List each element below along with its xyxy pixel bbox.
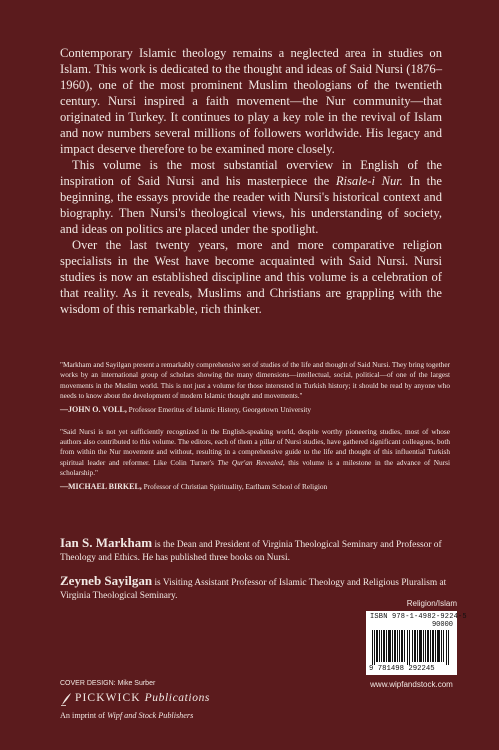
endorser-affiliation: Professor of Christian Spirituality, Earlham School of Religion [141,481,328,491]
endorser-name: —JOHN O. VOLL, [60,404,127,414]
endorsement-text-end: , this volume is a milestone in the advance of Nursi scholarship." [60,457,450,478]
endorsement-voll [60,360,450,415]
publisher-name [75,692,210,704]
endorsement-text: "Markham and Sayilgan present a remarkably comprehensive set of studies of the life and thought of Said Nursi. They bring together works by an international group of scholars showing the many dimensions—intellectual, social, political—of one of the largest movements in the Muslim world. This is not just a volume for those interested in Turkish history; it should be read by anyone who needs to know about the development of modern Islamic thought and movements." [60,360,450,401]
publisher-website[interactable]: www.wipfandstock.com [370,680,453,689]
cover-design-credit: COVER DESIGN: Mike Surber [60,680,156,687]
publisher-name-italic: Publications [144,692,210,704]
endorsement-attribution [60,482,450,492]
imprint-parent: Wipf and Stock Publishers [107,711,194,720]
author-name: Zeyneb Sayilgan [60,573,153,588]
author-bios [60,536,452,603]
pickwick-quill-icon [60,692,72,706]
endorsement-text [60,427,450,479]
endorsement-attribution [60,405,450,415]
publisher-logo [60,691,260,711]
blurb-paragraph-3: Over the last twenty years, more and more comparative religion specialists in the West have become acquainted with Said Nursi. Nursi studies is now an established discipline and this volume is a celebration of that reality. As it reveals, Muslims and Christians are grappling with the wisdom of this remarkable, rich thinker. [60,238,442,316]
barcode-digits: 9 781498 292245 [369,665,435,673]
author-bio-text [60,574,452,603]
description-blurb [60,45,442,317]
publisher-name-main: PICKWICK [75,692,141,704]
author-bio-text [60,536,452,565]
endorsement-birkel [60,427,450,492]
category-label: Religion/Islam [406,599,457,608]
blurb-paragraph-2-end: In the beginning, the essays provide the reader with Nursi's historical context and biography. Then Nursi's theological views, his understanding of society, and ideas on politics are placed under the spotlight. [60,174,442,236]
isbn-barcode [366,611,467,675]
price-addon: 90000 [431,621,453,629]
endorser-affiliation: Professor Emeritus of Islamic History, Georgetown University [126,404,312,414]
endorsements [60,360,450,492]
imprint-line [60,711,193,720]
author-name: Ian S. Markham [60,535,153,550]
author-bio: is the Dean and President of Virginia Theological Seminary and Professor of Theology and Ethics. He has published three books on Nursi. [60,540,442,563]
barcode-icon [372,630,452,665]
blurb-paragraph-2 [60,157,442,237]
isbn-number: ISBN 978-1-4982-9224-5 [370,613,467,621]
author-bio-sayilgan [60,574,452,603]
blurb-paragraph-2-start: This volume is the most substantial overview in English of the inspiration of Said Nursi and his masterpiece the [60,158,442,188]
author-bio: is Visiting Assistant Professor of Islamic Theology and Religious Pluralism at Virginia Theological Seminary. [60,578,447,601]
endorsement-text-start: "Said Nursi is not yet sufficiently recognized in the English-speaking world, despite worthy pioneering studies, most of whose authors also contributed to this volume. The editors, each of them a pillar of Nursi studies, have gathered significant colleagues, both from within the Nur movement and without, resulting in a comprehensive guide to the life and thought of this influential Turkish spiritual leader and reformer. Like Colin Turner's [60,426,450,467]
blurb-paragraph-1: Contemporary Islamic theology remains a neglected area in studies on Islam. This work is dedicated to the thought and ideas of Said Nursi (1876–1960), one of the most prominent Muslim theologians of the twentieth century. Nursi inspired a faith movement—the Nur community—that originated in Turkey. It continues to play a key role in the revival of Islam and now numbers several millions of followers worldwide. His legacy and impact deserve therefore to be examined more closely. [60,46,442,156]
author-bio-markham [60,536,452,565]
cited-title: The Qur'an Revealed [217,457,283,467]
book-title-risale-i-nur: Risale-i Nur. [335,174,403,188]
endorser-name: —MICHAEL BIRKEL, [60,481,142,491]
imprint-prefix: An imprint of [60,711,108,720]
